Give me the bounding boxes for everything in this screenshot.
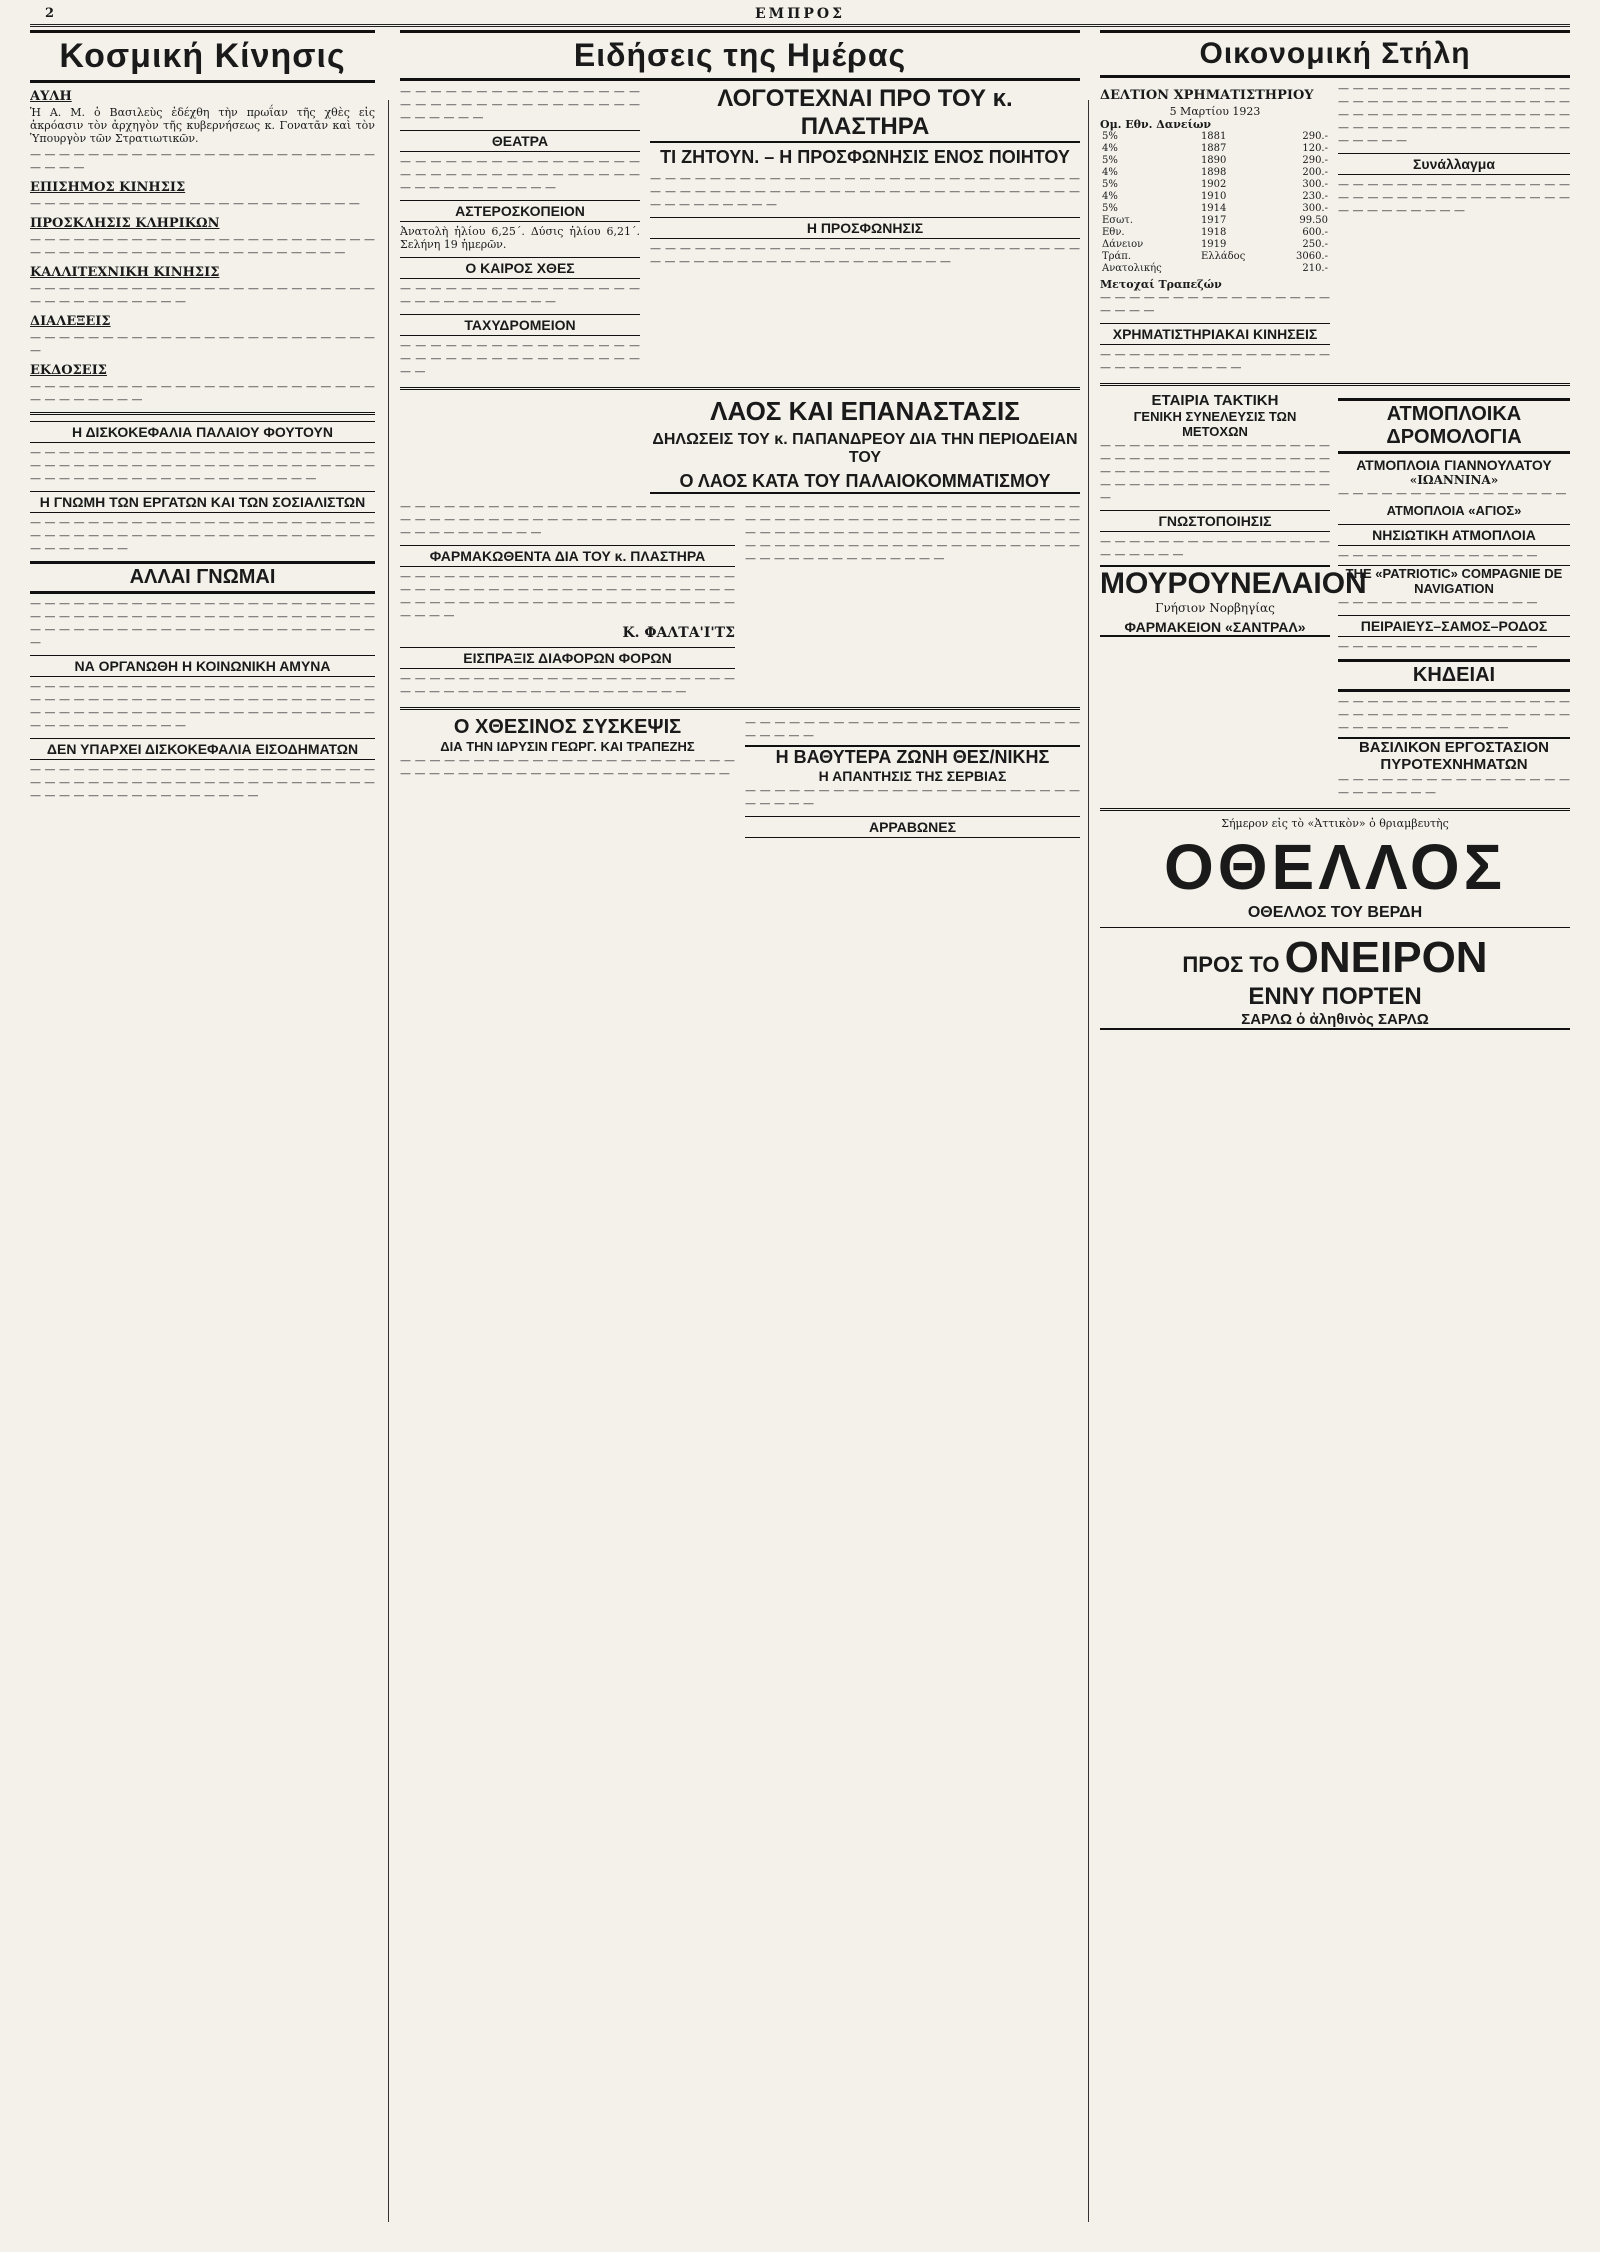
table-cell: 1918 — [1200, 227, 1227, 238]
table-row — [1100, 215, 1330, 227]
article-filler: — — — — — — — — — — — — — — — — — — — — — — — — — — [30, 331, 375, 357]
section-heading: ΕΚΔΟΣΕΙΣ — [30, 363, 107, 378]
ship-name: «ΙΩΑΝΝΙΝΑ» — [1409, 473, 1499, 487]
article-filler: — — — — — — — — — — — — — — — — — — — — — — — — — — — — — [745, 784, 1080, 810]
article-filler: — — — — — — — — — — — — — — — — — — — — — — — — — — — — — — — — — — — — — — — — — — — — — — — [400, 754, 735, 780]
subcolumn-left — [400, 500, 735, 701]
table-row — [1100, 191, 1330, 203]
subcolumn-left — [1100, 392, 1367, 802]
article-filler: — — — — — — — — — — — — — — — — — — — — — — — — [1338, 773, 1570, 799]
ad-pre: ΠΡΟΣ ΤΟ — [1182, 952, 1280, 977]
article-filler: — — — — — — — — — — — — — — — — — — — — — — — — — — — — — — — — — — — — — — — — — — — — — — — — — — — — — — — — — — — — — — — — — — [1100, 439, 1330, 504]
section-title: Η ΓΝΩΜΗ ΤΩΝ ΕΡΓΑΤΩΝ ΚΑΙ ΤΩΝ ΣΟΣΙΑΛΙΣΤΩΝ — [30, 491, 375, 513]
paper-name: ΕΜΠΡΟΣ — [754, 6, 845, 22]
headline: THE «PATRIOTIC» COMPAGNIE DE NAVIGATION — [1338, 565, 1570, 596]
page-number: 2 — [45, 6, 55, 21]
table-cell: 290.- — [1302, 131, 1328, 142]
table-cell: 300.- — [1302, 203, 1328, 214]
article-filler: — — — — — — — — — — — — — — — — — — — — — [1100, 291, 1330, 317]
section-title: ΦΑΡΜΑΚΩΘΕΝΤΑ ΔΙΑ ΤΟΥ κ. ΠΛΑΣΤΗΡΑ — [400, 545, 735, 567]
article-filler: — — — — — — — — — — — — — — — — — — — — — — — — — — — — — — — — — — — [400, 339, 640, 378]
section-heading: ΑΥΛΗ — [30, 89, 72, 104]
article-filler: — — — — — — — — — — — — — — — — — — — — — — — — — — — — — [745, 716, 1080, 742]
article-filler: — — — — — — — — — — — — — — — [1338, 596, 1538, 609]
article-filler: — — — — — — — — — — — — — — — — — — — — — — — — — — — — — — — — — — — — — — — — — — — — — — — — — — — — — — — — — — — — — — — — — — — — — — — — — — — — — — — — — — — — — — — — — — — — — — — — — — — — — — — — — — — [745, 500, 1080, 565]
table-cell: 1887 — [1200, 143, 1227, 154]
table-cell: 1917 — [1200, 215, 1227, 226]
ad-othellos: ΟΘΕΛΛΟΣ — [1163, 831, 1507, 903]
table-heading: Μετοχαί Τραπεζών — [1100, 278, 1222, 291]
ad-sarlo: ΣΑΡΛΩ ὁ ἀληθινὸς ΣΑΡΛΩ — [1100, 1011, 1570, 1030]
table-heading: Ομ. Εθν. Δανείων — [1100, 118, 1212, 131]
column-rule — [1088, 100, 1089, 2222]
column-header-kosmiki: Κοσμική Κίνησις — [30, 30, 375, 83]
section-title: ΝΗΣΙΩΤΙΚΗ ΑΤΜΟΠΛΟΙΑ — [1338, 524, 1570, 546]
section-title: ΑΤΜΟΠΛΟΙΚΑ ΔΡΟΜΟΛΟΓΙΑ — [1338, 398, 1570, 454]
table-row — [1100, 239, 1330, 251]
table-cell: 1919 — [1200, 239, 1227, 250]
table-row — [1100, 251, 1330, 263]
ad-title: ΦΑΡΜΑΚΕΙΟΝ «ΣΑΝΤΡΑΛ» — [1100, 619, 1330, 637]
table-row — [1100, 179, 1330, 191]
section-title: Συνάλλαγμα — [1338, 153, 1570, 175]
table-cell: 99.50 — [1299, 215, 1328, 226]
table-cell: 1881 — [1200, 131, 1227, 142]
table-cell: 200.- — [1302, 167, 1328, 178]
headline: ΑΤΜΟΠΛΟΙΑ ΓΙΑΝΝΟΥΛΑΤΟΥ — [1356, 457, 1552, 473]
ad-porten: ΕΝΝΥ ΠΟΡΤΕΝ — [1248, 983, 1422, 1010]
article-text: Ἀνατολὴ ἡλίου 6,25΄. Δύσις ἡλίου 6,21΄. Σελήνη 19 ἡμερῶν. — [400, 225, 640, 251]
subcolumn-right — [745, 500, 1080, 701]
article-filler: — — — — — — — — — — — — — — — — — — — — — — — — — — — — — — — — — — — — — — — — — — — — — — — — — — — — — — — — [30, 516, 375, 555]
headline: ΕΤΑΙΡΙΑ ΤΑΚΤΙΚΗ — [1151, 392, 1279, 409]
article-filler: — — — — — — — — — — — — — — — — — — — — — — — — — — — — [400, 282, 640, 308]
subcolumn-left — [1100, 82, 1330, 377]
table-row — [1100, 203, 1330, 215]
table-cell: 230.- — [1302, 191, 1328, 202]
table-cell: 1902 — [1200, 179, 1227, 190]
article-filler: — — — — — — — — — — — — — — — — — — — — — — — — — — — — — — — — — — — — — — — — — — — — [400, 155, 640, 194]
table-cell: 300.- — [1302, 179, 1328, 190]
article-filler: — — — — — — — — — — — — — — — — — — — — — — — — — — — — — — — — — — — — — — — — — — — — — — — — — — — — — — — — — — — — — — — — — — — — [650, 172, 1080, 211]
section-title: ΠΕΙΡΑΙΕΥΣ–ΣΑΜΟΣ–ΡΟΔΟΣ — [1338, 615, 1570, 637]
section-title: ΘΕΑΤΡΑ — [400, 130, 640, 152]
price-table — [1100, 131, 1330, 275]
divider — [30, 412, 375, 415]
section-title: ΝΑ ΟΡΓΑΝΩΘΗ Η ΚΟΙΝΩΝΙΚΗ ΑΜΥΝΑ — [30, 655, 375, 677]
article-text: Ἡ Α. Μ. ὁ Βασιλεὺς ἐδέχθη τὴν πρωΐαν τῆς χθὲς εἰς ἀκρόασιν τὸν ἀρχηγὸν τῆς κυβερνήσεως κ. Γονατᾶν καὶ τὸν Ὑπουργὸν τῶν Στρατιωτικῶν. — [30, 106, 375, 145]
article-filler: — — — — — — — — — — — — — — — — — — — — — — — — — — — — — [30, 148, 375, 174]
article-filler: — — — — — — — — — — — — — — — — — — — — — — — — — — — — — — — — — — — — — — — — — — — — — — — — — — — [650, 242, 1080, 268]
divider — [400, 387, 1080, 390]
table-cell: 5% — [1102, 203, 1118, 214]
table-cell: 1890 — [1200, 155, 1227, 166]
section-heading: ΚΑΛΛΙΤΕΧΝΙΚΗ ΚΙΝΗΣΙΣ — [30, 265, 220, 280]
table-cell: 1914 — [1200, 203, 1227, 214]
article-filler: — — — — — — — — — — — — — — — — — — — — — — — [1100, 535, 1330, 561]
subcolumn-right — [650, 85, 1080, 381]
column-header-eidiseis: Ειδήσεις της Ημέρας — [400, 30, 1080, 81]
article-filler: — — — — — — — — — — — — — — — — — — — — — — — — — — — — — — — — — — — — — — — — — — [1338, 178, 1570, 217]
table-cell: 5% — [1102, 179, 1118, 190]
table-cell: Εσωτ. — [1102, 215, 1133, 226]
table-cell: 1910 — [1200, 191, 1227, 202]
section-title: Η ΔΙΣΚΟΚΕΦΑΛΙΑ ΠΑΛΑΙΟΥ ΦΟΥΤΟΥΝ — [30, 421, 375, 443]
divider — [400, 707, 1080, 710]
subcolumn-right — [1338, 392, 1570, 802]
headline: Ο ΧΘΕΣΙΝΟΣ ΣΥΣΚΕΨΙΣ — [453, 716, 682, 738]
ad-subtitle: Γνήσιον Νορβηγίας — [1155, 601, 1275, 615]
table-cell: 290.- — [1302, 155, 1328, 166]
table-cell: 3060.- — [1295, 251, 1328, 262]
headline: ΔΙΑ ΤΗΝ ΙΔΡΥΣΙΝ ΓΕΩΡΓ. ΚΑΙ ΤΡΑΠΕΖΗΣ — [440, 739, 695, 754]
table-cell: 5% — [1102, 155, 1118, 166]
headline: ΒΑΣΙΛΙΚΟΝ ΕΡΓΟΣΤΑΣΙΟΝ ΠΥΡΟΤΕΧΝΗΜΑΤΩΝ — [1338, 737, 1570, 773]
headline: ΤΙ ΖΗΤΟΥΝ. – Η ΠΡΟΣΦΩΝΗΣΙΣ ΕΝΟΣ ΠΟΙΗΤΟΥ — [660, 147, 1070, 167]
section-title: Η ΠΡΟΣΦΩΝΗΣΙΣ — [650, 217, 1080, 239]
article-filler: — — — — — — — — — — — — — — — — — — — — — — — — — — — — — — — — — — — — — — — — — — — — — — — — — — — — — — — — — — — — — — — — — — — — — [30, 446, 375, 485]
article-filler: — — — — — — — — — — — — — — — — — — — — — — — — — — — — — — — — — — — — — — — — — — — — — [1338, 695, 1570, 734]
article-filler: — — — — — — — — — — — — — — — — — — — — — — — — — — — — — — — — — — — — [30, 282, 375, 308]
section-heading: ΔΙΑΛΕΞΕΙΣ — [30, 314, 111, 329]
headline: Ο ΛΑΟΣ ΚΑΤΑ ΤΟΥ ΠΑΛΑΙΟΚΟΜΜΑΤΙΣΜΟΥ — [650, 471, 1080, 494]
section-title: ΑΣΤΕΡΟΣΚΟΠΕΙΟΝ — [400, 200, 640, 222]
masthead — [30, 6, 1570, 27]
table-cell: 120.- — [1302, 143, 1328, 154]
section-heading: ΠΡΟΣΚΛΗΣΙΣ ΚΛΗΡΙΚΩΝ — [30, 216, 220, 231]
ad-line: Σήμερον εἰς τὸ «Ἀττικὸν» ὁ θριαμβευτὴς — [1221, 817, 1449, 830]
section-title: Ο ΚΑΙΡΟΣ ΧΘΕΣ — [400, 257, 640, 279]
article-filler: — — — — — — — — — — — — — — — — — — — — — — — — — — — — — — — — — — — — — — — — — — — — [400, 672, 735, 698]
headline: ΛΟΓΟΤΕΧΝΑΙ ΠΡΟ ΤΟΥ κ. ΠΛΑΣΤΗΡΑ — [650, 85, 1080, 143]
article-filler: — — — — — — — — — — — — — — — — — — — — — — — — — — — — — — — — — — — — — — — — — — — — — — — — — — — — — — — — — [400, 500, 735, 539]
divider — [1100, 927, 1570, 928]
headline: ΔΗΛΩΣΕΙΣ ΤΟΥ κ. ΠΑΠΑΝΔΡΕΟΥ ΔΙΑ ΤΗΝ ΠΕΡΙΟΔΕΙΑΝ ΤΟΥ — [652, 431, 1078, 466]
subcolumn-left — [400, 716, 735, 841]
table-cell: 4% — [1102, 191, 1118, 202]
headline: Η ΒΑΘΥΤΕΡΑ ΖΩΝΗ ΘΕΣ/ΝΙΚΗΣ — [745, 745, 1080, 768]
table-cell: Δάνειον — [1102, 239, 1144, 250]
table-cell: 5% — [1102, 131, 1118, 142]
headline: ΓΕΝΙΚΗ ΣΥΝΕΛΕΥΣΙΣ ΤΩΝ ΜΕΤΟΧΩΝ — [1133, 409, 1297, 439]
table-cell: Εθν. — [1102, 227, 1125, 238]
table-cell: Ανατολικής — [1102, 263, 1162, 274]
article-filler: — — — — — — — — — — — — — — — — — — — — — — — — — — — — — — — — — [30, 380, 375, 406]
article-filler: — — — — — — — — — — — — — — — — — — — — — — — — [30, 197, 360, 210]
section-heading: ΔΕΛΤΙΟΝ ΧΡΗΜΑΤΙΣΤΗΡΙΟΥ — [1100, 88, 1314, 103]
subcolumn-right — [1338, 82, 1570, 377]
article-filler: — — — — — — — — — — — — — — — — — — — — — — — — — — — [1100, 348, 1330, 374]
column-eidiseis — [400, 30, 1080, 2230]
article-filler: — — — — — — — — — — — — — — — — — — — — — — — — — — — — — — — — — — — — — — — — — — — — — — — — — — — — — — — — — — — — — — — — — — — — — — — — — — [30, 597, 375, 649]
table-cell: Ελλάδος — [1200, 251, 1246, 262]
article-filler: — — — — — — — — — — — — — — — — — [1338, 487, 1567, 500]
table-row — [1100, 131, 1330, 143]
ad-oneiron: ΟΝΕΙΡΟΝ — [1284, 933, 1488, 982]
divider — [1100, 383, 1570, 386]
table-cell: 210.- — [1302, 263, 1328, 274]
table-cell: 250.- — [1302, 239, 1328, 250]
column-oikonomiki — [1100, 30, 1570, 2230]
table-cell: 4% — [1102, 143, 1118, 154]
section-title: ΤΑΧΥΔΡΟΜΕΙΟΝ — [400, 314, 640, 336]
date: 5 Μαρτίου 1923 — [1169, 105, 1261, 118]
headline: ΑΤΜΟΠΛΟΙΑ «ΑΓΙΟΣ» — [1386, 503, 1522, 518]
article-filler: — — — — — — — — — — — — — — — [1338, 640, 1538, 653]
byline: Κ. ΦΑΛΤΑ'Ι'ΤΣ — [622, 625, 735, 641]
article-filler: — — — — — — — — — — — — — — — — — — — — — — — — — — — — — — — — — — — — — — — — — — — — — — — — — — — — — — — — — — — — — — — — — — — — — — — — — — [400, 570, 735, 622]
section-title: ΕΙΣΠΡΑΞΙΣ ΔΙΑΦΟΡΩΝ ΦΟΡΩΝ — [400, 647, 735, 669]
table-cell: 600.- — [1302, 227, 1328, 238]
table-cell: Τράπ. — [1102, 251, 1132, 262]
table-cell: 1898 — [1200, 167, 1227, 178]
article-filler: — — — — — — — — — — — — — — — — — — — — — — — — — — — — — — — — — — — — — — — — — — — — — — — — — — — — — — — — — — — — — — — — — [30, 763, 375, 802]
article-filler: — — — — — — — — — — — — — — — — — — — — — — — — — — — — — — — — — — — — — — — — — — — — — — — — — — — — — — — — — — — — — — — — — — — — — — [1338, 82, 1570, 147]
headline: Η ΑΠΑΝΤΗΣΙΣ ΤΗΣ ΣΕΡΒΙΑΣ — [818, 768, 1007, 784]
table-cell — [1199, 263, 1274, 275]
table-cell: 4% — [1102, 167, 1118, 178]
section-title: ΔΕΝ ΥΠΑΡΧΕΙ ΔΙΣΚΟΚΕΦΑΛΙΑ ΕΙΣΟΔΗΜΑΤΩΝ — [30, 738, 375, 760]
section-title: ΧΡΗΜΑΤΙΣΤΗΡΙΑΚΑΙ ΚΙΝΗΣΕΙΣ — [1100, 323, 1330, 345]
table-row — [1100, 167, 1330, 179]
table-row — [1100, 155, 1330, 167]
section-title: ΓΝΩΣΤΟΠΟΙΗΣΙΣ — [1100, 510, 1330, 532]
article-filler: — — — — — — — — — — — — — — — [1338, 549, 1538, 562]
ad-title: ΜΟΥΡΟΥΝΕΛΑΙΟΝ — [1100, 567, 1367, 600]
table-row — [1100, 263, 1330, 275]
column-rule — [388, 100, 389, 2222]
subcolumn-left — [400, 85, 640, 381]
section-title: ΑΛΛΑΙ ΓΝΩΜΑΙ — [30, 561, 375, 594]
subcolumn-right — [745, 716, 1080, 841]
column-header-oikonomiki: Οικονομική Στήλη — [1100, 30, 1570, 78]
table-row — [1100, 227, 1330, 239]
section-title: ΚΗΔΕΙΑΙ — [1338, 659, 1570, 692]
article-filler: — — — — — — — — — — — — — — — — — — — — — — — — — — — — — — — — — — — — — — — — — — — — — — — — — — — — — — — — — — — — — — — — — — — — — — — — — — — — — — — — — — — — [30, 680, 375, 732]
divider — [1100, 808, 1570, 811]
section-title: ΑΡΡΑΒΩΝΕΣ — [745, 816, 1080, 838]
section-heading: ΕΠΙΣΗΜΟΣ ΚΙΝΗΣΙΣ — [30, 180, 186, 195]
article-filler: — — — — — — — — — — — — — — — — — — — — — — — — — — — — — — — — — — — — — — — [400, 85, 640, 124]
headline: ΛΑΟΣ ΚΑΙ ΕΠΑΝΑΣΤΑΣΙΣ — [710, 396, 1020, 426]
table-row — [1100, 143, 1330, 155]
article-filler: — — — — — — — — — — — — — — — — — — — — — — — — — — — — — — — — — — — — — — — — — — — — — — — [30, 233, 375, 259]
ad-subtitle: ΟΘΕΛΛΟΣ ΤΟΥ ΒΕΡΔΗ — [1247, 904, 1423, 921]
column-kosmiki — [30, 30, 375, 2230]
